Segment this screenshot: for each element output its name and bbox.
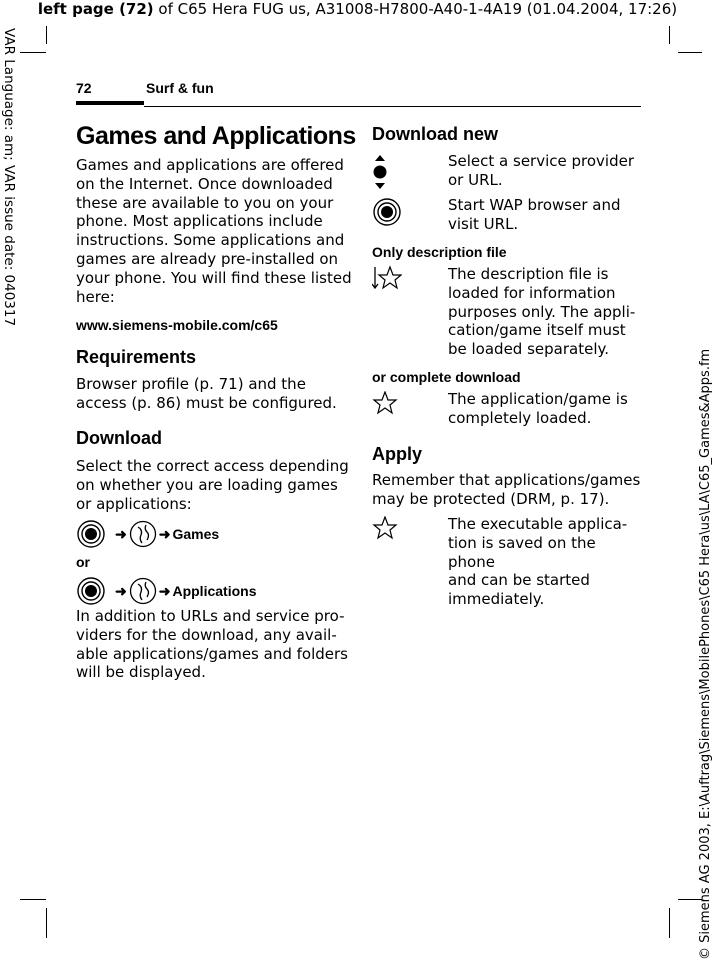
internet-globe-icon — [129, 577, 157, 605]
softkey-star-icon — [372, 391, 398, 415]
crop-mark — [46, 26, 47, 44]
executable-saved-text: The executable applica- tion is saved on the phone and can be started immediately. — [448, 515, 628, 609]
or-label: or — [76, 554, 90, 570]
softkey-star-icon — [372, 516, 398, 540]
crop-mark — [678, 52, 702, 53]
complete-download-text: The application/game is completely loaded. — [448, 390, 628, 427]
download-new-heading: Download new — [372, 124, 498, 144]
internet-globe-icon — [129, 520, 157, 548]
page-title: Games and Applications — [76, 122, 356, 150]
document-info-line — [0, 0, 715, 18]
crop-mark — [46, 908, 47, 938]
select-provider-description: Select a service provider or URL. — [448, 152, 634, 189]
apply-paragraph: Remember that applications/games may be protected (DRM, p. 17). — [372, 471, 641, 508]
menu-item-applications: Applications — [172, 583, 257, 599]
navigation-key-icon — [372, 197, 402, 227]
left-margin-note: VAR Language: am; VAR issue date: 040317 — [1, 28, 17, 327]
header-rule-thick — [76, 101, 144, 105]
final-paragraph: In addition to URLs and service pro- viders for the download, any avail- able applications/games and folders will be displayed. — [76, 607, 348, 682]
navigation-key-icon — [76, 519, 106, 549]
arrow-icon: ➜ — [158, 582, 171, 599]
download-paragraph: Select the correct access depending on whether you are loading games or applications: — [76, 457, 349, 513]
softkey-description-icon — [372, 265, 402, 291]
section-title: Surf & fun — [146, 80, 214, 96]
intro-paragraph: Games and applications are offered on the Internet. Once downloaded these are available to you on your phone. Most applications include instructions. Some applications and games are already pre-installed on your phone. You will find these listed here: — [76, 156, 352, 306]
menu-path-applications — [76, 576, 256, 606]
arrow-icon: ➜ — [115, 525, 127, 542]
right-margin-note: © Siemens AG 2003, E:\Auftrag\Siemens\MobilePhones\C65 Hera\us\LA\C65_Games&Apps.fm — [698, 348, 713, 960]
page-number: 72 — [76, 80, 92, 96]
only-description-heading: Only description file — [372, 244, 507, 260]
document-info-text: of C65 Hera FUG us, A31008-H7800-A40-1-4A19 (01.04.2004, 17:26) — [153, 0, 678, 18]
apply-heading: Apply — [372, 444, 423, 464]
crop-mark — [20, 52, 46, 53]
crop-mark — [20, 899, 46, 900]
complete-download-heading: or complete download — [372, 369, 521, 385]
download-heading: Download — [76, 428, 162, 448]
arrow-icon: ➜ — [115, 582, 127, 599]
scroll-key-icon — [372, 155, 388, 189]
start-wap-description: Start WAP browser and visit URL. — [448, 196, 621, 233]
crop-mark — [669, 26, 670, 44]
requirements-paragraph: Browser profile (p. 71) and the access (p. 86) must be configured. — [76, 375, 337, 412]
header-rule-thin — [144, 106, 641, 107]
menu-item-games: Games — [172, 526, 220, 542]
crop-mark — [669, 908, 670, 938]
navigation-key-icon — [76, 576, 106, 606]
website-link[interactable]: www.siemens-mobile.com/c65 — [76, 317, 278, 333]
requirements-heading: Requirements — [76, 347, 197, 367]
menu-path-games — [76, 519, 219, 549]
arrow-icon: ➜ — [158, 525, 171, 542]
description-file-text: The description file is loaded for information purposes only. The appli- cation/game itself must be loaded separately. — [448, 265, 636, 359]
page-label: left page (72) — [37, 0, 154, 18]
